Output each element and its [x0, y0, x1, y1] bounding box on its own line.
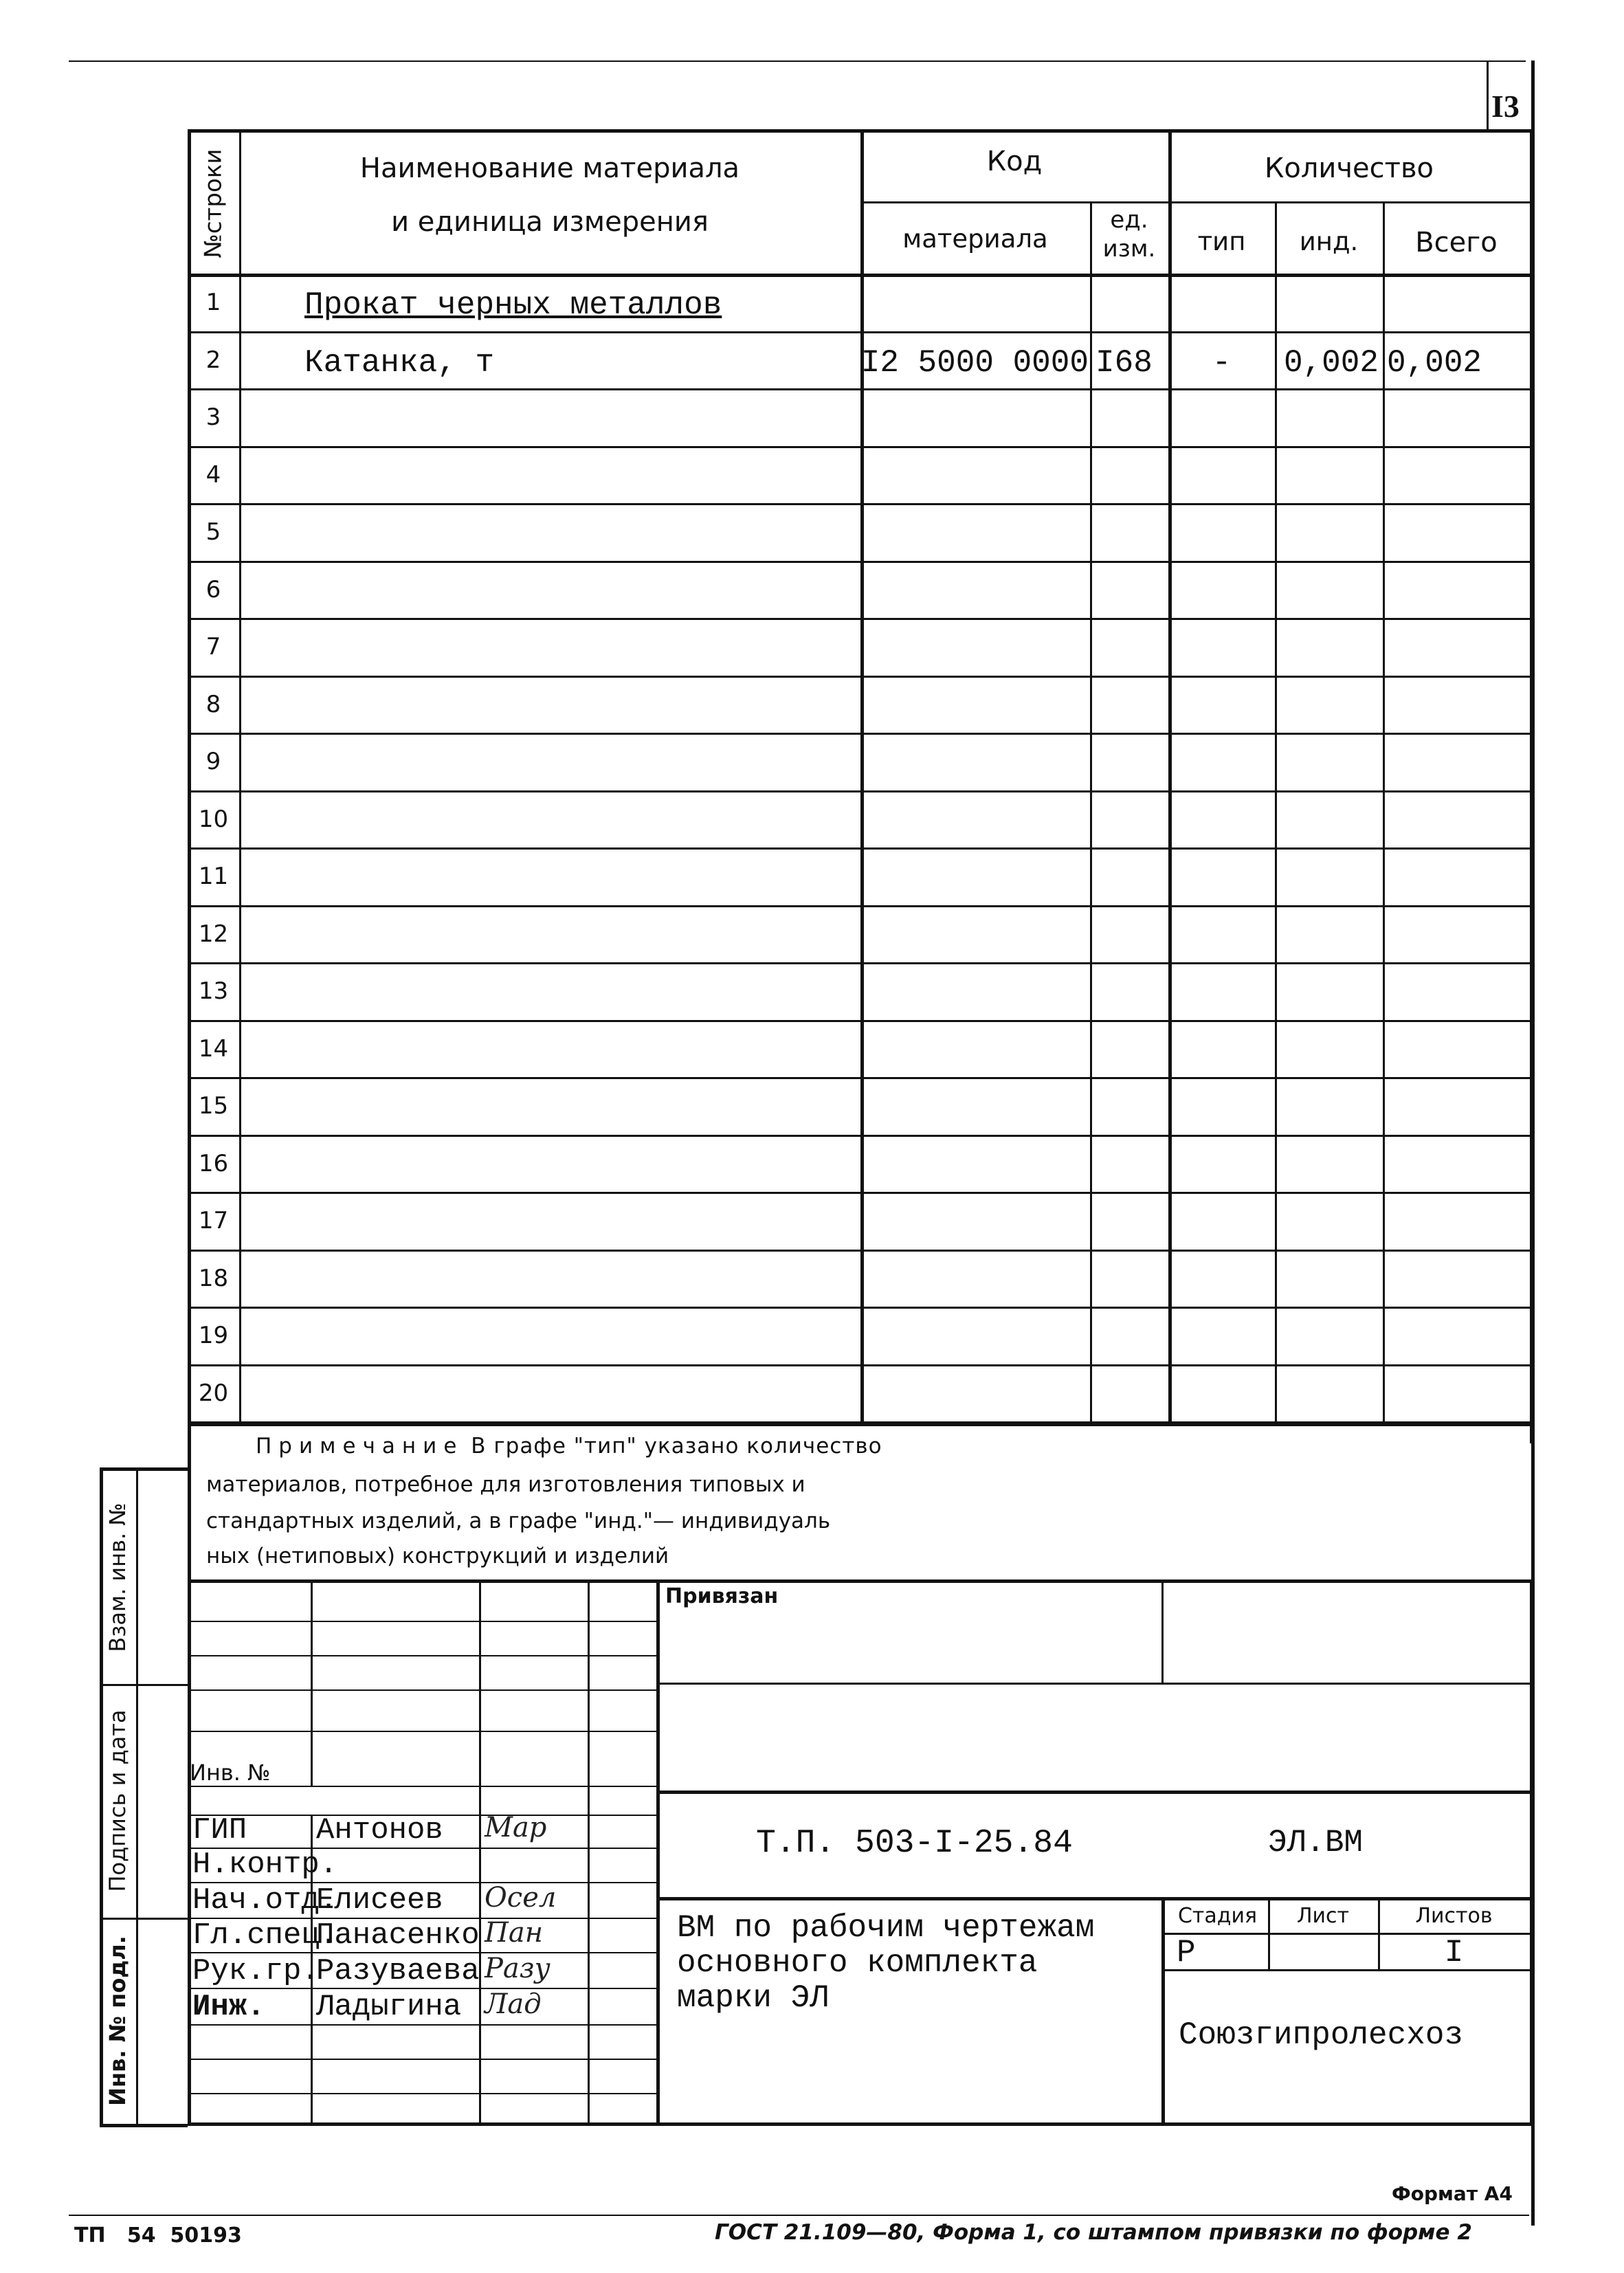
- stamp-row-line: [188, 2059, 656, 2060]
- note-line1: [256, 1434, 882, 1459]
- stamp-row-line: [188, 1689, 656, 1691]
- row-number: 14: [198, 1034, 229, 1063]
- code-header: Код: [986, 146, 1043, 177]
- row-divider: [188, 618, 1531, 620]
- signature: Лад: [485, 1988, 542, 2020]
- signatory-role: Рук.гр.: [192, 1954, 320, 1988]
- cell-type: -: [1212, 344, 1232, 381]
- privyazan-label: Привязан: [665, 1584, 779, 1608]
- cell-unit: I68: [1095, 344, 1153, 381]
- row-number-header: №строки: [199, 148, 227, 258]
- row-number: 12: [198, 920, 229, 948]
- row-number: 18: [198, 1264, 229, 1292]
- row-number: 7: [205, 633, 221, 661]
- type-header: тип: [1197, 227, 1246, 256]
- row-divider: [188, 905, 1531, 907]
- signatory-role: Н.контр.: [192, 1848, 338, 1882]
- unit-header-line1: ед.: [1110, 206, 1148, 234]
- row-divider: [188, 1135, 1531, 1137]
- stamp-col-b: [479, 1579, 481, 2124]
- stamp-row-line: [188, 1786, 656, 1787]
- table-top-border: [188, 129, 1531, 133]
- stamp-top-line: [188, 1579, 1531, 1583]
- page-number-box-left: [1487, 60, 1489, 129]
- footer-left-code: ТП 54 50193: [74, 2224, 242, 2248]
- signature: Пан: [485, 1917, 544, 1949]
- row-divider: [188, 561, 1531, 563]
- document-code: Т.П. 503-I-25.84: [756, 1825, 1073, 1862]
- row-divider: [188, 388, 1531, 390]
- footer-gost: ГОСТ 21.109—80, Форма 1, со штампом привязки по форме 2: [715, 2220, 1472, 2245]
- signatory-name: Елисеев: [316, 1883, 443, 1918]
- row-number: 20: [198, 1379, 229, 1407]
- row-number: 16: [198, 1149, 229, 1177]
- row-divider: [188, 1020, 1531, 1022]
- row-number: 5: [205, 518, 221, 546]
- row-divider: [188, 503, 1531, 505]
- row-number: 17: [198, 1207, 229, 1234]
- side-strip-div1: [100, 1684, 188, 1686]
- note-lead: Примечание: [256, 1434, 464, 1459]
- cell-code: I2 5000 0000: [860, 344, 1089, 381]
- row-number: 9: [205, 748, 221, 775]
- cell-name: Прокат черных металлов: [304, 287, 722, 323]
- privyazan-bottom: [656, 1683, 1531, 1685]
- quantity-header: Количество: [1264, 153, 1434, 184]
- inv-podl-label: Инв. № подл.: [104, 1936, 131, 2106]
- ind-header: инд.: [1299, 227, 1359, 256]
- stamp-row-line: [188, 1731, 656, 1732]
- row-divider: [188, 790, 1531, 792]
- stamp-col-a-top: [311, 1579, 313, 1786]
- privyazan-divider: [1161, 1579, 1164, 1683]
- cell-total: 0,002: [1387, 344, 1482, 381]
- title-line1: ВМ по рабочим чертежам: [677, 1910, 1095, 1946]
- row-divider: [188, 1364, 1531, 1366]
- row-number: 15: [198, 1092, 229, 1120]
- col-line-4: [1168, 129, 1172, 1423]
- total-header: Всего: [1415, 227, 1498, 258]
- row-divider: [188, 847, 1531, 850]
- stamp-row-line: [188, 1621, 656, 1622]
- stage-value: Р: [1177, 1935, 1196, 1971]
- row-number: 19: [198, 1322, 229, 1349]
- stamp-row-line: [188, 2093, 656, 2094]
- row-divider: [188, 1192, 1531, 1194]
- row-divider: [188, 1250, 1531, 1252]
- signatory-role: Инж.: [192, 1990, 265, 2024]
- col-line-2: [860, 129, 864, 1423]
- signature: Разу: [485, 1953, 550, 1984]
- note-line3: стандартных изделий, а в графе "инд."— индивидуаль: [206, 1509, 831, 1533]
- row-number: 2: [205, 346, 221, 374]
- title-line2: основного комплекта: [677, 1945, 1038, 1981]
- stamp-col-d: [656, 1579, 660, 2124]
- vzam-inv-label: Взам. инв. №: [104, 1503, 131, 1652]
- cell-name: Катанка, т: [304, 344, 495, 381]
- stamp-col-c: [588, 1579, 590, 2124]
- row-divider: [188, 1307, 1531, 1309]
- page-number: I3: [1491, 89, 1520, 124]
- row-divider: [188, 446, 1531, 448]
- code-row-bottom: [656, 1897, 1531, 1900]
- row-number: 1: [205, 289, 221, 316]
- note-line1-text: В графе "тип" указано количество: [471, 1434, 882, 1459]
- signature-date-label: Подпись и дата: [104, 1709, 131, 1892]
- organization-name: Союзгипролесхоз: [1179, 2017, 1464, 2053]
- stamp-bottom-line: [188, 2122, 1531, 2126]
- row-divider: [188, 676, 1531, 678]
- header-bottom-line: [188, 274, 1531, 277]
- format-label: Формат А4: [1392, 2182, 1513, 2205]
- stamp-right-line: [1530, 1579, 1533, 2124]
- name-header-line2: и единица измерения: [391, 206, 709, 238]
- row-number: 10: [198, 805, 229, 833]
- signatory-name: Ладыгина: [316, 1990, 462, 2024]
- sheet-label: Лист: [1296, 1904, 1350, 1928]
- col-line-5: [1275, 201, 1277, 1423]
- cell-ind: 0,002: [1283, 344, 1379, 381]
- material-code-header: материала: [902, 224, 1048, 254]
- footer-line: [69, 2215, 1529, 2216]
- col-line-1: [239, 129, 241, 1423]
- signatory-role: ГИП: [192, 1813, 247, 1848]
- row-number: 3: [205, 403, 221, 431]
- signatory-name: Разуваева: [316, 1954, 480, 1988]
- code-row-top: [656, 1790, 1531, 1794]
- side-strip-mid: [136, 1467, 138, 2124]
- signatory-name: Антонов: [316, 1813, 443, 1848]
- note-top-line: [188, 1423, 1531, 1426]
- note-line2: материалов, потребное для изготовления типовых и: [206, 1472, 805, 1497]
- row-divider: [188, 962, 1531, 964]
- row-divider: [188, 733, 1531, 735]
- inv-no-label: Инв. №: [190, 1760, 271, 1786]
- document-mark: ЭЛ.ВМ: [1268, 1825, 1364, 1861]
- top-edge-line: [69, 60, 1526, 62]
- signature: Мар: [485, 1812, 547, 1843]
- row-divider: [188, 1077, 1531, 1079]
- row-number: 4: [205, 461, 221, 489]
- org-divider: [1161, 1897, 1165, 2124]
- side-strip-bottom: [100, 2124, 188, 2127]
- stamp-row-line: [188, 1655, 656, 1656]
- stage-label: Стадия: [1177, 1904, 1258, 1928]
- row-number: 13: [198, 977, 229, 1005]
- row-number: 8: [205, 690, 221, 718]
- row-divider: [188, 331, 1531, 333]
- note-line4: ных (нетиповых) конструкций и изделий: [206, 1544, 669, 1568]
- stamp-row-line: [188, 2024, 656, 2026]
- name-header-line1: Наименование материала: [359, 153, 740, 184]
- sheets-value: I: [1444, 1935, 1464, 1971]
- side-strip-left: [100, 1467, 103, 2124]
- row-number: 11: [198, 863, 229, 890]
- sheets-label: Листов: [1415, 1904, 1493, 1928]
- col-line-3: [1090, 201, 1092, 1423]
- header-mid-line: [860, 201, 1531, 203]
- unit-header-line2: изм.: [1102, 235, 1156, 263]
- signatory-role: Нач.отд.: [192, 1883, 338, 1918]
- signatory-name: Панасенко: [316, 1918, 480, 1953]
- table-right-border: [1530, 129, 1533, 1443]
- col-line-6: [1383, 201, 1385, 1423]
- signatory-role: Гл.спец.: [192, 1918, 338, 1953]
- title-line3: марки ЭЛ: [677, 1980, 829, 2016]
- signature: Осел: [485, 1882, 557, 1914]
- row-number: 6: [205, 575, 221, 603]
- side-strip-top: [100, 1467, 188, 1471]
